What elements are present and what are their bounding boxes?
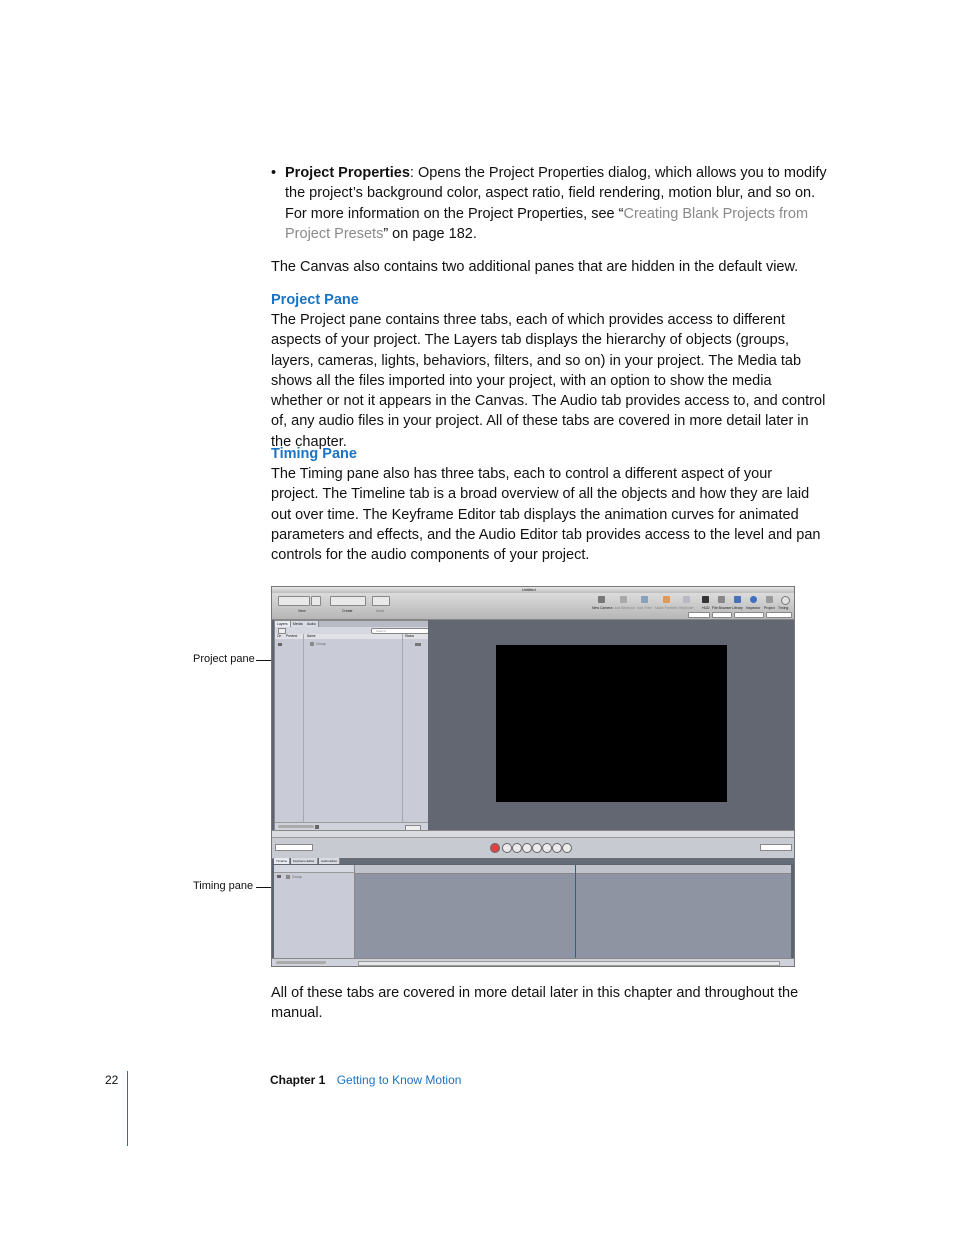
tab-keyframe-editor[interactable]: Keyframe Editor (291, 858, 318, 864)
column-name[interactable]: Name (307, 634, 316, 638)
timeline-zoom-slider[interactable] (276, 961, 326, 964)
mask-tools[interactable] (372, 596, 390, 606)
create-tools[interactable] (330, 596, 366, 606)
zoom-popup[interactable] (688, 612, 710, 618)
view-popup[interactable] (766, 612, 792, 618)
hud-icon[interactable] (702, 596, 709, 603)
timeline-layers-list (274, 865, 355, 962)
current-frame-field[interactable] (275, 844, 313, 851)
project-icon[interactable] (766, 596, 773, 603)
column-divider (303, 634, 304, 822)
replicate-icon[interactable] (683, 596, 690, 603)
chapter-title[interactable]: Getting to Know Motion (336, 1073, 462, 1087)
lock-icon[interactable] (315, 825, 319, 829)
toolbar-label-add-behavior: Add Behavior (614, 606, 636, 610)
toolbar-label-new-camera: New Camera (592, 606, 613, 610)
layer-name: Group (316, 642, 326, 646)
go-to-start-button[interactable] (502, 843, 512, 853)
particles-icon[interactable] (663, 596, 670, 603)
tab-media[interactable]: Media (291, 621, 306, 627)
toolbar-label-replicate: Replicate (679, 606, 694, 610)
checkbox-icon[interactable] (278, 643, 282, 646)
bullet-text-end: ” on page 182. (383, 225, 477, 242)
playhead[interactable] (575, 865, 576, 958)
timing-tabs (274, 858, 794, 864)
tab-layers[interactable]: Layers (275, 621, 291, 627)
group-icon (310, 642, 314, 646)
closing-paragraph: All of these tabs are covered in more detail later in this chapter and throughout the manual. (271, 985, 799, 1022)
next-frame-button[interactable] (542, 843, 552, 853)
cross-reference-link[interactable]: Creating Blank Projects from Project Presets (285, 205, 809, 242)
bullet-dot: • (271, 165, 277, 181)
previous-frame-button[interactable] (522, 843, 532, 853)
toolbar-label-create: Create (342, 609, 353, 613)
timeline-scrollbar[interactable] (358, 961, 780, 966)
zoom-tool[interactable] (311, 596, 321, 606)
column-preview[interactable]: Preview (286, 634, 298, 638)
layer-row-group[interactable] (275, 639, 428, 650)
column-on[interactable]: On (277, 634, 282, 638)
page-number: 22 (105, 1073, 119, 1087)
view-tools[interactable] (278, 596, 310, 606)
column-divider (402, 634, 403, 822)
tab-audio-editor[interactable]: Audio Editor (319, 858, 340, 864)
callout-timing-pane: Timing pane (193, 880, 254, 892)
toolbar-label-view: View (298, 609, 306, 613)
project-pane (274, 620, 429, 832)
timeline-track-area[interactable] (355, 874, 791, 958)
group-icon (286, 875, 290, 879)
duration-field[interactable] (760, 844, 792, 851)
callout-project-pane: Project pane (193, 653, 255, 665)
timeline-layer-name: Group (292, 875, 302, 879)
loop-button[interactable] (552, 843, 562, 853)
camera-icon[interactable] (598, 596, 605, 603)
toolbar-label-inspector: Inspector (746, 606, 761, 610)
timeline-row-group[interactable] (274, 873, 354, 881)
horizontal-scrollbar[interactable] (272, 830, 794, 837)
motion-window-screenshot (271, 586, 795, 967)
play-button[interactable] (532, 843, 542, 853)
toolbar-label-hud: HUD (702, 606, 710, 610)
channels-popup[interactable] (712, 612, 732, 618)
section-paragraph-project-pane: The Project pane contains three tabs, each of which provides access to different aspects of your project. The Layers tab displays the hierarchy of objects (groups, layers, cameras, lights, behaviors, filters, and so on) in your project. The Media tab shows all the files imported into your project, with an option to show the media whether or not it appears in the Canvas. The Audio tab provides access to, and control of, any audio files in your project. All of these tabs are covered in more detail later in the chapter. (271, 312, 826, 450)
toolbar-label-make-particles: Make Particles (655, 606, 678, 610)
timeline-header (274, 865, 354, 873)
lock-icon[interactable] (415, 643, 421, 646)
color-popup[interactable] (734, 612, 764, 618)
filter-icon[interactable] (641, 596, 648, 603)
toolbar-label-timing: Timing (778, 606, 789, 610)
section-heading-timing-pane: Timing Pane (271, 446, 357, 462)
toolbar-label-mask: Mask (376, 609, 385, 613)
toolbar-label-add-filter: Add Filter (637, 606, 652, 610)
audio-button[interactable] (562, 843, 572, 853)
chapter-label: Chapter 1 (270, 1073, 326, 1087)
bullet-text: : Opens the Project Properties dialog, which allows you to modify the project’s background color, aspect ratio, field rendering, motion blur, and so on. For more information on the Project Properties, see “ (285, 165, 827, 222)
timeline-footer (272, 958, 794, 967)
library-icon[interactable] (734, 596, 741, 603)
file-browser-icon[interactable] (718, 596, 725, 603)
checkbox-icon[interactable] (277, 875, 281, 878)
tab-timeline[interactable]: Timeline (274, 858, 290, 864)
go-to-end-button[interactable] (512, 843, 522, 853)
intro-paragraph: The Canvas also contains two additional panes that are hidden in the default view. (271, 259, 799, 275)
inspector-icon[interactable] (750, 596, 757, 603)
toolbar (272, 593, 794, 620)
tab-audio[interactable]: Audio (305, 621, 319, 627)
bullet-item-project-properties (271, 163, 831, 244)
toolbar-label-library: Library (732, 606, 743, 610)
timeline-ruler[interactable] (355, 865, 791, 874)
toolbar-label-project: Project (764, 606, 775, 610)
window-title: Untitled (522, 587, 536, 592)
section-heading-project-pane: Project Pane (271, 292, 359, 308)
section-paragraph-timing-pane: The Timing pane also has three tabs, each to control a different aspect of your project. The Timeline tab is a broad overview of all the objects and how they are laid out over time. The Keyframe Editor tab displays the animation curves for animated parameters and effects, and the Audio Editor tab provides access to the level and pan controls for the audio components of your project. (271, 466, 821, 564)
footer-rule (127, 1071, 128, 1146)
zoom-slider[interactable] (278, 825, 314, 828)
canvas-frame (496, 645, 727, 802)
toolbar-label-file-browser: File Browser (712, 606, 732, 610)
behavior-icon[interactable] (620, 596, 627, 603)
transport-bar (272, 837, 794, 859)
timing-icon[interactable] (781, 596, 790, 605)
bullet-term: Project Properties (285, 165, 410, 181)
column-status[interactable]: Status (405, 634, 415, 638)
search-input[interactable]: Search (371, 628, 429, 634)
record-button[interactable] (490, 843, 500, 853)
